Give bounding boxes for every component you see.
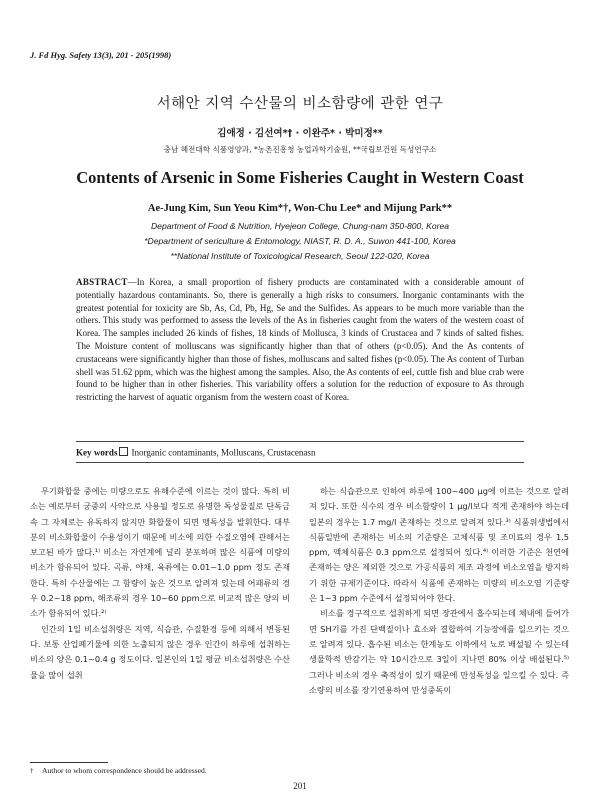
korean-title: 서해안 지역 수산물의 비소함량에 관한 연구: [156, 96, 444, 112]
body-paragraph: 무기화합물 중에는 미량으로도 유해수준에 이르는 것이 많다. 특히 비소는 예로부터 궁중의 사약으로 사용될 정도로 유명한 독성물질로 단독금속 그 자체로는 유독하지 않지만 화합물이 되면 맹독성을 발휘한다. 대부분의 비소화합물이 수용성이기 때문에 비소에 의한 수질오염에 관해서는 보고된 바가 많다.¹⁾ 비소는 자연계에 널리 분포하며 많은 식품에 미량의 비소가 함유되어 있다. 곡류, 야채, 육류에는 0.01~1.0 ppm 정도 존재한다. 특히 수산물에는 그 함량이 높은 것으로 알려져 있는데 어패류의 경우 0.2~18 ppm, 해조류의 경우 10~60 ppm으로 비교적 많은 양의 비소가 함유되어 있다.²⁾: [30, 486, 290, 619]
body-paragraph: 하는 식습관으로 인하여 하루에 100~400 μg에 이르는 것으로 알려져 있다. 또한 식수의 경우 비소함량이 1 μg/l보다 적게 존재하야 하는데 일본의 경우는 1.7 mg/l 존재하는 것으로 알려져 있다.³⁾ 식품위생법에서 식품일반에 존재하는 비소의 기준량은 고체식품 및 조미료의 경우 1.5 ppm, 액체식품은 0.3 ppm으로 설정되어 있다.⁴⁾ 이러한 기준은 천연에 존재하는 양은 제외한 것으로 가공식품의 제조 과정에 비소오염을 방지하기 위한 규제기준이다. 따라서 식품에 존재하는 미량의 비소오염 기준량은 1~3 ppm 수준에서 설정되어야 한다.: [309, 486, 569, 604]
korean-authors: 김애정 · 김선여*† · 이완주* · 박미정**: [217, 128, 383, 139]
abstract: [76, 276, 524, 404]
body-paragraph: 인간의 1일 비소섭취량은 지역, 식습관, 수질환경 등에 의해서 변동된다. 보통 산업폐기물에 의한 노출되지 않은 경우 인간이 하루에 섭취하는 비소의 양은 0.1~0.4 g 정도이다. 일본인의 1일 평균 비소섭취량은 수산물을 많이 섭취: [30, 623, 290, 680]
abstract-text: In Korea, a small proportion of fishery products are contaminated with a considerable amount of potentially hazardous contaminants. So, there is generally a high risks to consumers. Inorganic contaminants with the greatest potential for toxicity are Sb, As, Cd, Pb, Hg, Se and the Sulfides. As appears to be much more variable than the others. This study was performed to assess the levels of the As in fisheries caught from the waters of the western coast of Korea. The samples included 26 kinds of fishes, 18 kinds of Mollusca, 3 kinds of Crustacea and 7 kinds of salted fishes. The Moisture content of molluscans was significantly higher than that of others (p<0.05). And the As contents of crustaceans were significantly higher than those of fishes, molluscans and salted fishes (p<0.05). The As content of Turban shell was 51.62 ppm, which was the highest among the samples. Also, the As contents of eel, cuttle fish and blue crab were found to be higher than in other fisheries. This variability offers a solution for the reduction of exposure to As through restricting the harvest of aquatic organism from the western coast of Korea.: [76, 277, 524, 403]
body-column-left: [30, 484, 290, 683]
keywords-label: Key words: [76, 447, 118, 458]
abstract-dash: —: [127, 277, 137, 287]
journal-reference: J. Fd Hyg. Safety 13(3), 201 - 205(1998): [30, 50, 172, 60]
body-column-right: [309, 484, 569, 698]
abstract-label: ABSTRACT: [76, 277, 128, 287]
footnote-mark: †: [30, 767, 34, 775]
footnote-text: Author to whom correspondence should be addressed.: [42, 766, 207, 775]
body-paragraph: 비소를 경구적으로 섭취하게 되면 장관에서 흡수되는데 체내에 들어가면 SH기를 가진 단백질이나 효소와 결합하여 기능장애를 일으키는 것으로 알려져 있다. 흡수된 비소는 한계농도 이하에서 뇨로 배설될 수 있는데 생물학적 반감기는 약 10시간으로 3일이 지나면 80% 이상 배설된다.⁵⁾ 그러나 비소의 경우 축적성이 있기 때문에 만성독성을 일으킬 수 있다. 즉 소량의 비소를 장기연용하여 만성중독이: [309, 608, 569, 695]
keywords-rule-top: [76, 441, 524, 442]
english-affiliation-1: Department of Food & Nutrition, Hyejeon College, Chung-nam 350-800, Korea: [150, 221, 450, 231]
footnote-rule: [30, 762, 108, 763]
english-affiliation-2: *Department of sericulture & Entomology, NIAST, R. D. A., Suwon 441-100, Korea: [144, 236, 456, 246]
english-authors: Ae-Jung Kim, Sun Yeou Kim*†, Won-Chu Lee* and Mijung Park**: [147, 203, 453, 214]
keywords: [76, 447, 315, 458]
english-affiliation-3: **National Institute of Toxicological Research, Seoul 122-020, Korea: [170, 251, 430, 261]
footnote: [30, 766, 207, 775]
keywords-rule-bottom: [76, 462, 524, 463]
keywords-text: Inorganic contaminants, Molluscans, Crustacenasn: [131, 447, 316, 458]
page-number: 201: [293, 781, 307, 791]
korean-affiliation: 충남 혜전대학 식품영양과, *농촌진흥청 농업과학기술원, **국립보건원 독성연구소: [163, 145, 437, 154]
keywords-box-icon: [119, 447, 128, 456]
english-title: Contents of Arsenic in Some Fisheries Caught in Western Coast: [76, 168, 524, 187]
